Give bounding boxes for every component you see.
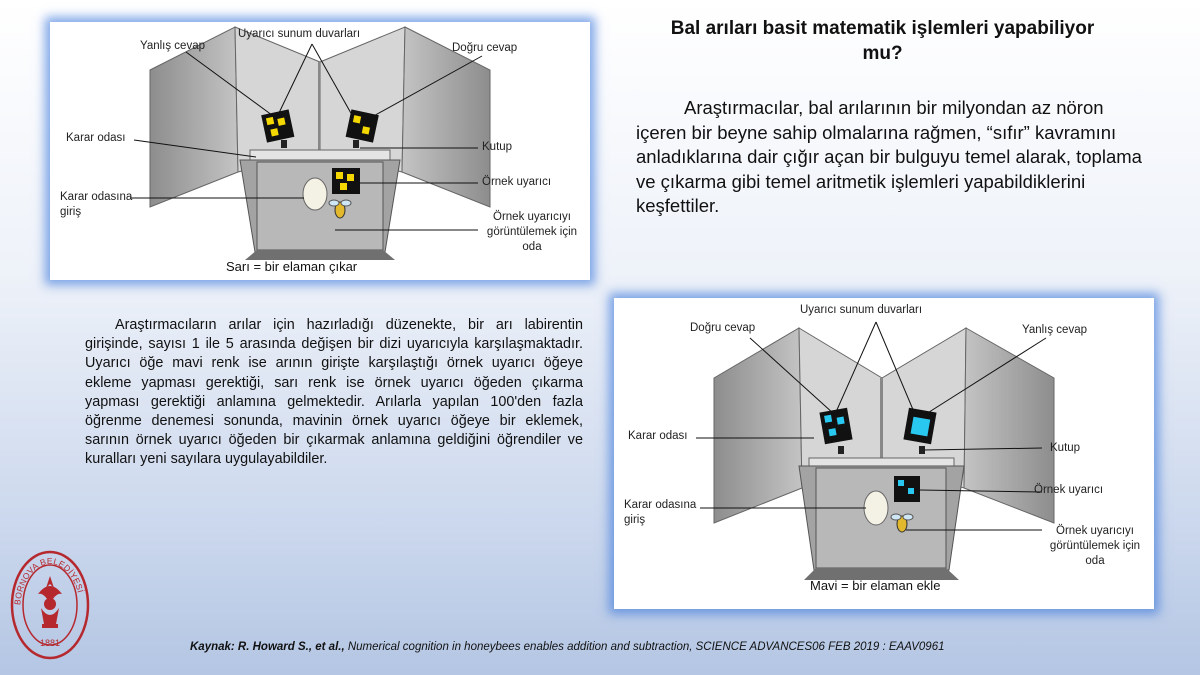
label-correct-answer: Doğru cevap: [452, 42, 518, 54]
page-title: Bal arıları basit matematik işlemleri yapabiliyor mu?: [670, 18, 1095, 64]
label-sample-stimulus: Örnek uyarıcı: [482, 176, 552, 188]
diagram-add-panel: [614, 298, 1154, 609]
label-viewing-room: Örnek uyarıcıyı görüntülemek için oda: [486, 211, 578, 253]
diagram-subtract-panel: [50, 22, 590, 280]
label-entrance: Karar odasına giriş: [624, 499, 697, 526]
label-wrong-answer: Yanlış cevap: [140, 40, 205, 52]
label-correct-answer: Doğru cevap: [690, 322, 756, 334]
label-pole: Kutup: [1050, 442, 1081, 454]
wrong-answer-card: [903, 408, 936, 444]
seal-text: BORNOVA BELEDİYESİ: [12, 555, 86, 606]
label-wrong-answer: Yanlış cevap: [1022, 324, 1087, 336]
label-entrance: Karar odasına giriş: [60, 191, 133, 218]
caption-yellow: Sarı = bir elaman çıkar: [226, 259, 358, 274]
label-decision-room: Karar odası: [628, 430, 688, 442]
sample-stimulus-card: [894, 476, 920, 502]
caption-blue: Mavi = bir elaman ekle: [810, 578, 941, 593]
source-reference: Numerical cognition in honeybees enables addition and subtraction, SCIENCE ADVANCES06 FEB 2019 : EAAV0961: [344, 641, 945, 653]
source-citation: [190, 641, 945, 653]
setup-paragraph: Araştırmacıların arılar için hazırladığı düzenekte, bir arı labirentin girişinde, sayısı 1 ile 5 arasında değişen bir dizi uyarıcıyla karşılaşmaktadır. Uyarıcı öğe mavi renk ise arının girişte karşılaştığı örnek uyarıcı öğeye ekleme yapması gerektiği, sarı renk ise örnek uyarıcı öğeden çıkarma yapması gerektiği anlamına gelmektedir. Arılarla yapılan 100'den fazla öğrenme denemesi sonunda, mavinin örnek uyarıcı öğeye bir eklemek, sarının örnek uyarıcı öğeden bir çıkarmak anlamına geldiğini öğrendiler ve kuralları yeni sayılara uygulayabildiler.: [85, 317, 583, 468]
bornova-seal-logo: [8, 548, 92, 662]
label-walls: Uyarıcı sunum duvarları: [800, 304, 923, 316]
source-author: Kaynak: R. Howard S., et al.,: [190, 641, 345, 653]
seal-year: 1881: [39, 638, 61, 648]
label-pole: Kutup: [482, 141, 513, 153]
label-walls: Uyarıcı sunum duvarları: [238, 28, 361, 40]
label-viewing-room: Örnek uyarıcıyı görüntülemek için oda: [1049, 525, 1141, 567]
sample-stimulus-card: [332, 168, 360, 194]
correct-answer-card: [819, 408, 852, 444]
label-decision-room: Karar odası: [66, 132, 126, 144]
label-sample-stimulus: Örnek uyarıcı: [1034, 484, 1104, 496]
intro-paragraph: Araştırmacılar, bal arılarının bir milyondan az nöron içeren bir beyne sahip olmalarına rağmen, “sıfır” kavramını anladıklarına dair çığır açan bir bulguyu temel alarak, toplama ve çıkarma gibi temel aritmetik işlemleri yapabildiklerini keşfettiler.: [636, 97, 1142, 216]
correct-answer-card: [346, 109, 379, 142]
